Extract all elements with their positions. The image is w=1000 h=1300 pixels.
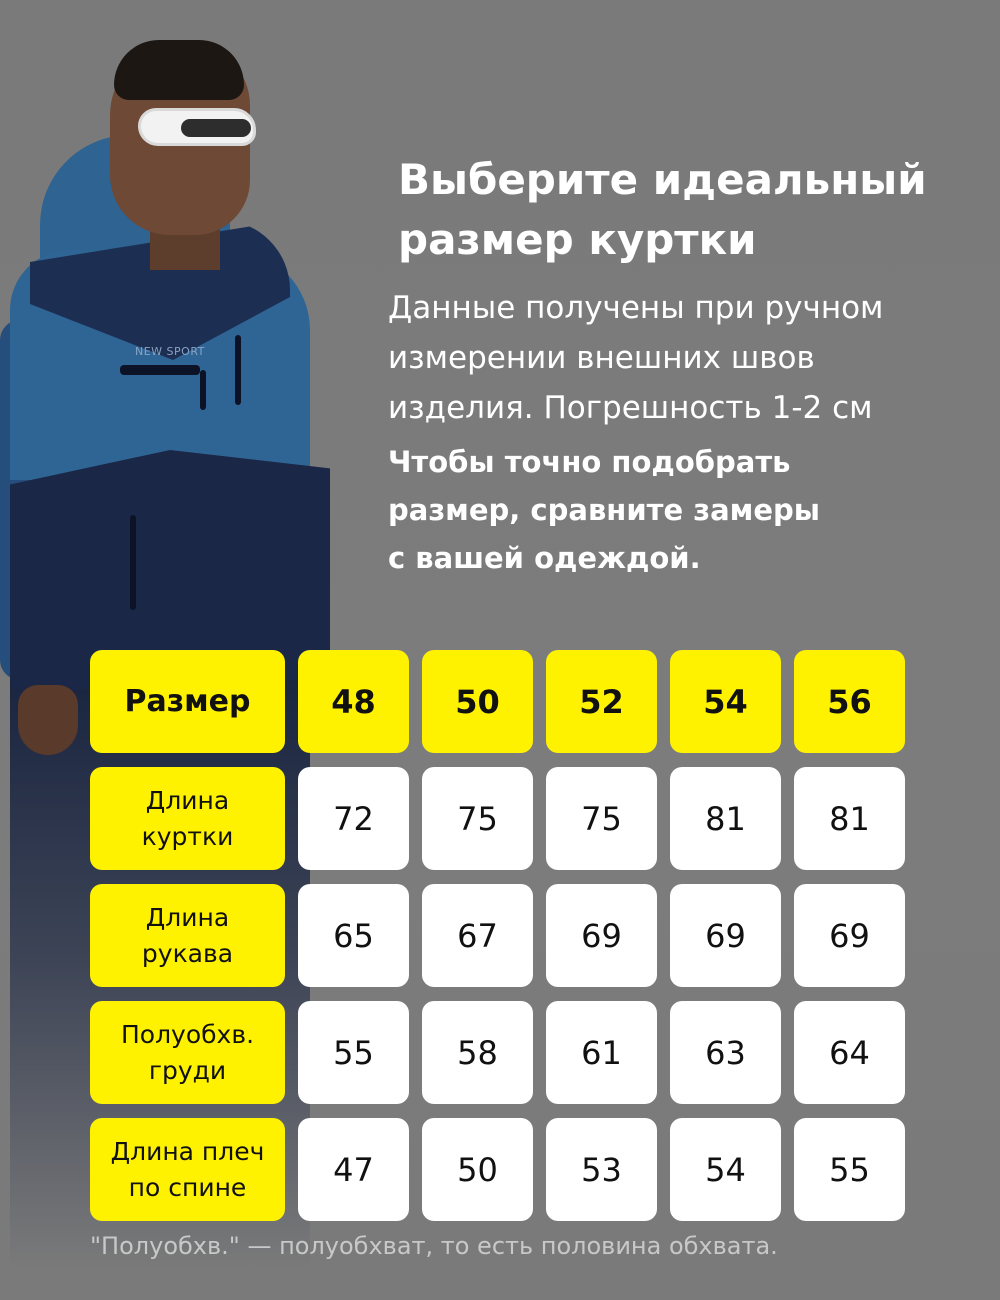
title-line-1: Выберите идеальный (398, 155, 927, 204)
fit-advice (388, 438, 948, 582)
cell-value: 64 (829, 1033, 870, 1072)
row-label-line: рукава (141, 938, 234, 968)
table-cell (670, 767, 781, 870)
size-value: 50 (455, 682, 500, 721)
model-hand (18, 685, 78, 755)
size-value: 48 (331, 682, 376, 721)
size-value: 56 (827, 682, 872, 721)
page-title (398, 150, 958, 270)
table-cell (546, 1001, 657, 1104)
cell-value: 75 (581, 799, 622, 838)
table-cell (422, 1001, 533, 1104)
cell-value: 63 (705, 1033, 746, 1072)
cell-value: 69 (829, 916, 870, 955)
advice-line-3: с вашей одеждой. (388, 541, 701, 575)
cell-value: 81 (705, 799, 746, 838)
cell-value: 53 (581, 1150, 622, 1189)
model-cuff (10, 650, 90, 690)
row-label-jacket-length (90, 767, 285, 870)
size-value: 54 (703, 682, 748, 721)
cell-value: 72 (333, 799, 374, 838)
table-cell (670, 1118, 781, 1221)
row-label-line: Длина плеч (110, 1136, 265, 1166)
size-header-label (90, 650, 285, 753)
advice-line-2: размер, сравните замеры (388, 493, 820, 527)
model-hair (114, 40, 244, 100)
chest-pocket-zipper (120, 365, 200, 375)
cell-value: 81 (829, 799, 870, 838)
row-label-line: куртки (141, 821, 234, 851)
table-cell (546, 1118, 657, 1221)
cell-value: 55 (333, 1033, 374, 1072)
sunglasses (138, 108, 256, 146)
zipper-2 (130, 515, 136, 610)
row-label-line: Длина (145, 785, 230, 815)
cell-value: 61 (581, 1033, 622, 1072)
model-jacket-lower (10, 450, 330, 680)
table-cell (422, 767, 533, 870)
table-cell (794, 884, 905, 987)
footnote: "Полуобхв." — полуобхват, то есть половина обхвата. (90, 1232, 778, 1260)
size-52 (546, 650, 657, 753)
measurement-note (388, 283, 968, 433)
table-cell (298, 1118, 409, 1221)
table-cell (422, 884, 533, 987)
row-label-sleeve-length (90, 884, 285, 987)
cell-value: 50 (457, 1150, 498, 1189)
table-cell (546, 767, 657, 870)
row-label-line: по спине (128, 1172, 247, 1202)
row-label-shoulder-length (90, 1118, 285, 1221)
size-50 (422, 650, 533, 753)
row-label-line: Полуобхв. (120, 1019, 255, 1049)
cell-value: 75 (457, 799, 498, 838)
jacket-brand-label: NEW SPORT (135, 345, 205, 358)
size-value: 52 (579, 682, 624, 721)
table-cell (298, 767, 409, 870)
table-cell (422, 1118, 533, 1221)
cell-value: 58 (457, 1033, 498, 1072)
cell-value: 54 (705, 1150, 746, 1189)
advice-line-1: Чтобы точно подобрать (388, 445, 791, 479)
table-cell (794, 767, 905, 870)
size-54 (670, 650, 781, 753)
table-cell (670, 1001, 781, 1104)
cell-value: 65 (333, 916, 374, 955)
row-label-line: груди (148, 1055, 227, 1085)
title-line-2: размер куртки (398, 215, 757, 264)
row-label-half-chest (90, 1001, 285, 1104)
cell-value: 69 (705, 916, 746, 955)
cell-value: 47 (333, 1150, 374, 1189)
table-cell (546, 884, 657, 987)
note-line-1: Данные получены при ручном (388, 290, 884, 326)
table-cell (794, 1118, 905, 1221)
size-56 (794, 650, 905, 753)
zipper-3 (235, 335, 241, 405)
note-line-3: изделия. Погрешность 1-2 см (388, 390, 873, 426)
cell-value: 67 (457, 916, 498, 955)
row-label-line: Длина (145, 902, 230, 932)
table-cell (298, 884, 409, 987)
size-48 (298, 650, 409, 753)
note-line-2: измерении внешних швов (388, 340, 815, 376)
cell-value: 69 (581, 916, 622, 955)
cell-value: 55 (829, 1150, 870, 1189)
table-cell (794, 1001, 905, 1104)
zipper-1 (200, 370, 206, 410)
table-cell (670, 884, 781, 987)
table-cell (298, 1001, 409, 1104)
size-header-text: Размер (124, 683, 251, 719)
